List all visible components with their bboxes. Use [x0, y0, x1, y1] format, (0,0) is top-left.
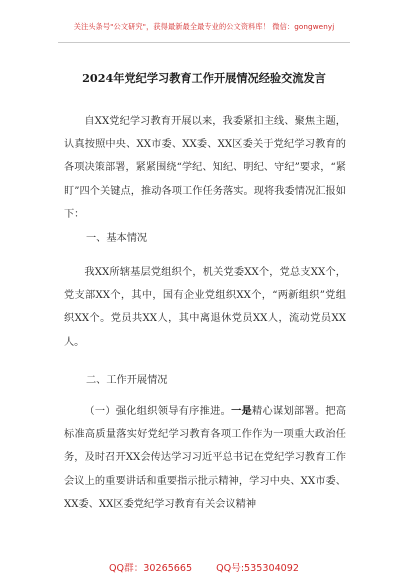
header-banner: 关注头条号"公文研究"，获得最新最全最专业的公文资料库！ 微信：gongwenyj — [73, 22, 335, 31]
footer-qq-group: QQ群：30265665 — [109, 563, 193, 574]
subsection-lead: （一）强化组织领导有序推进。 — [84, 406, 232, 417]
header-divider — [58, 42, 350, 43]
footer-qq-number: QQ号:535304092 — [216, 563, 299, 574]
work-progress-paragraph — [64, 400, 346, 540]
subsection-body: 精心谋划部署。把高标准高质量落实好党纪学习教育各项工作作为一项重大政治任务，及时召开XX会传达学习习近平总书记在党纪学习教育工作会议上的重要讲话和重要指示批示精神，学习中央、XX市委、XX委、XX区委党纪学习教育有关会议精神 — [64, 406, 346, 510]
basic-situation-paragraph: 我XX所辖基层党组织个，机关党委XX个，党总支XX个，党支部XX个，其中，国有企业党组织XX个，“两新组织”党组织XX个。党员共XX人，其中离退休党员XX人，流动党员XX人。 — [64, 267, 346, 348]
footer-contact — [0, 560, 408, 574]
document-title: 2024年党纪学习教育工作开展情况经验交流发言 — [82, 71, 326, 85]
section-heading-basic-situation: 一、基本情况 — [86, 233, 148, 244]
intro-paragraph: 自XX党纪学习教育开展以来，我委紧扣主线、聚焦主题，认真按照中央、XX市委、XX委、XX区委关于党纪学习教育的各项决策部署，紧紧围绕“学纪、知纪、明纪、守纪”要求，“紧盯”四个关键点，推动各项工作任务落实。现将我委情况汇报如下： — [64, 116, 346, 220]
subsection-bold-marker: 一是 — [231, 405, 253, 417]
section-heading-work-progress: 二、工作开展情况 — [86, 375, 168, 386]
